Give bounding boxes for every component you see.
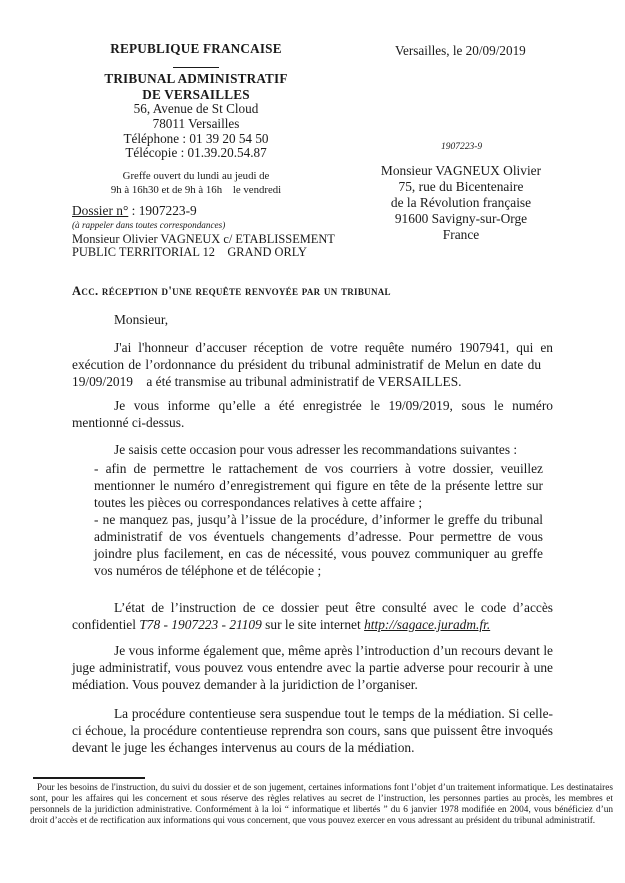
dossier-label: Dossier n°	[72, 203, 129, 218]
sender-letterhead	[83, 41, 309, 197]
letter-subject: Acc. réception d'une requête renvoyée par un tribunal	[72, 284, 391, 298]
sagace-prefix: L’état de l’instruction de ce dossier peut être consulté avec le code d’accès confidentiel	[72, 600, 553, 632]
court-phone: Téléphone : 01 39 20 54 50	[123, 130, 269, 146]
sagace-website-link[interactable]: http://sagace.juradm.fr.	[364, 617, 491, 632]
court-address-street: 56, Avenue de St Cloud	[133, 101, 259, 116]
sagace-middle: sur le site internet	[261, 617, 365, 632]
dossier-note: (à rappeler dans toutes correspondances)	[72, 220, 226, 230]
recipient-city: 91600 Savigny-sur-Orge	[394, 211, 528, 226]
letter-date: Versailles, le 20/09/2019	[395, 43, 526, 58]
opening-hours-line2: 9h à 16h30 et de 9h à 16h le vendredi	[110, 183, 282, 196]
opening-hours-line1: Greffe ouvert du lundi au jeudi de	[122, 170, 270, 183]
court-name-line2: DE VERSAILLES	[142, 86, 250, 102]
court-name-line1: TRIBUNAL ADMINISTRATIF	[104, 71, 288, 86]
salutation: Monsieur,	[114, 312, 169, 327]
recipient-name: Monsieur VAGNEUX Olivier	[380, 163, 542, 178]
case-parties-line1: Monsieur Olivier VAGNEUX c/ ETABLISSEMENT	[72, 231, 335, 246]
footnote-text: Pour les besoins de l'instruction, du suivi du dossier et de son jugement, certaines informations font l’objet d’un traitement informatique. Les destinataires sont, pour les affaires qui les concernent et sous réserve des règles relatives au secret de l’instruction, les personnes parties au procès, les membres et personnels de la juridiction administrative. Conformément à la loi “ informatique et libertés ” du 6 janvier 1978 modifiée en 2004, vous bénéficiez d’un droit d’accès et de rectification aux informations qui vous concernent, que vous pouvez exercer en vous adressant au président du tribunal administratif.	[30, 783, 613, 827]
recommendation-item-address: - ne manquez pas, jusqu’à l’issue de la procédure, d’informer le greffe du tribunal administratif de vos éventuels changements d’adresse. Pour permettre de vous joindre plus facilement, en cas de nécessité, vous pouvez communiquer au greffe vos numéros de téléphone et de télécopie ;	[94, 512, 543, 578]
paragraph-registered: Je vous informe qu’elle a été enregistrée le 19/09/2019, sous le numéro mentionné ci-dessus.	[72, 398, 553, 430]
paragraph-recommendations: Je saisis cette occasion pour vous adresser les recommandations suivantes :	[114, 442, 518, 457]
recommendation-item-attach: - afin de permettre le rattachement de vos courriers à votre dossier, veuillez mentionner le numéro d’enregistrement qui figure en tête de la présente lettre sur toutes les pièces ou correspondances relatives à cette affaire ;	[94, 461, 543, 510]
court-fax: Télécopie : 01.39.20.54.87	[125, 145, 267, 161]
footnote-divider	[33, 777, 145, 779]
recipient-address-block	[361, 163, 561, 243]
court-address-city: 78011 Versailles	[152, 115, 240, 131]
paragraph-mediation-1: Je vous informe également que, même après l’introduction d’un recours devant le juge administratif, vous pouvez vous entendre avec la partie adverse pour recourir à une médiation. Vous pouvez demander à la juridiction de l’organiser.	[72, 643, 553, 692]
recipient-street2: de la Révolution française	[390, 195, 532, 210]
court-opening-hours	[83, 170, 309, 197]
case-parties-line2: PUBLIC TERRITORIAL 12 GRAND ORLY	[72, 244, 307, 259]
letterhead-divider	[173, 67, 219, 68]
dossier-block	[72, 203, 372, 259]
republic-title: REPUBLIQUE FRANCAISE	[110, 41, 282, 56]
dossier-number-line	[72, 203, 372, 219]
recipient-country: France	[442, 227, 480, 242]
paragraph-sagace	[72, 599, 553, 633]
letter-body	[72, 311, 553, 756]
paragraph-mediation-2: La procédure contentieuse sera suspendue tout le temps de la médiation. Si celle-ci échoue, la procédure contentieuse reprendra son cours, sans que puissent être invoqués devant le juge les échanges intervenus au cours de la médiation.	[72, 706, 553, 755]
dossier-number: : 1907223-9	[128, 203, 197, 218]
recipient-street: 75, rue du Bicentenaire	[398, 179, 524, 194]
paragraph-reception: J'ai l'honneur d’accuser réception de votre requête numéro 1907941, qui en exécution de l’ordonnance du président du tribunal administratif de Melun en date du 19/09/2019 a été transmise au tribunal administratif de VERSAILLES.	[72, 340, 553, 389]
access-code: T78 - 1907223 - 21109	[139, 617, 262, 632]
case-reference-number: 1907223-9	[441, 142, 483, 152]
